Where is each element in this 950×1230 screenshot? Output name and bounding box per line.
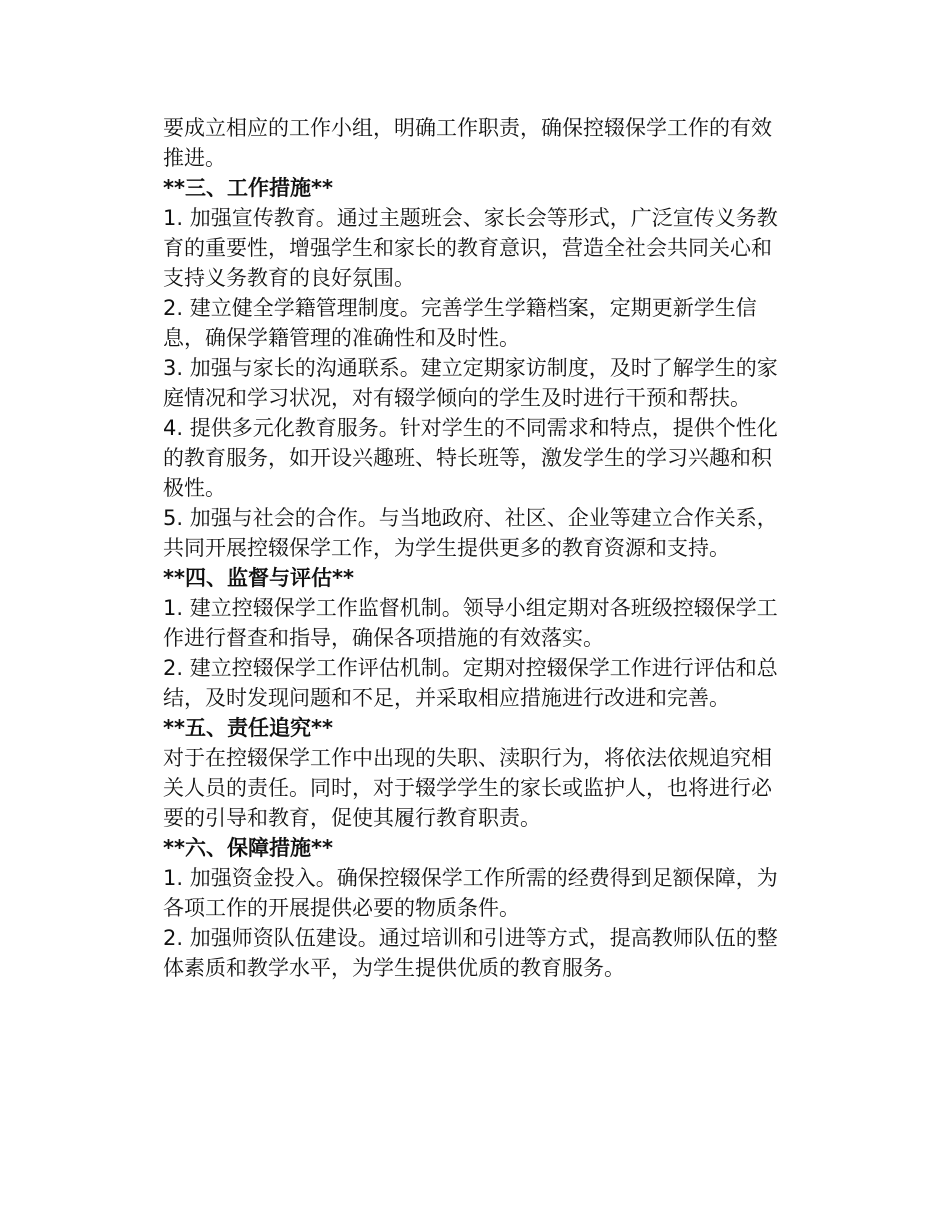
section-heading-accountability: **五、责任追究** bbox=[163, 716, 333, 740]
safeguard-item-2: 2. 加强师资队伍建设。通过培训和引进等方式，提高教师队伍的整体素质和教学水平，为学生提供优质的教育服务。 bbox=[163, 926, 778, 980]
measure-item-4: 4. 提供多元化教育服务。针对学生的不同需求和特点，提供个性化的教育服务，如开设兴趣班、特长班等，激发学生的学习兴趣和积极性。 bbox=[163, 416, 778, 500]
supervision-item-1: 1. 建立控辍保学工作监督机制。领导小组定期对各班级控辍保学工作进行督查和指导，确保各项措施的有效落实。 bbox=[163, 596, 778, 650]
safeguard-item-1: 1. 加强资金投入。确保控辍保学工作所需的经费得到足额保障，为各项工作的开展提供必要的物质条件。 bbox=[163, 866, 778, 920]
section-heading-safeguards: **六、保障措施** bbox=[163, 836, 333, 860]
section-heading-measures: **三、工作措施** bbox=[163, 176, 333, 200]
measure-item-2: 2. 建立健全学籍管理制度。完善学生学籍档案，定期更新学生信息，确保学籍管理的准确性和及时性。 bbox=[163, 296, 757, 350]
measure-item-3: 3. 加强与家长的沟通联系。建立定期家访制度，及时了解学生的家庭情况和学习状况，对有辍学倾向的学生及时进行干预和帮扶。 bbox=[163, 356, 778, 410]
measure-item-5: 5. 加强与社会的合作。与当地政府、社区、企业等建立合作关系，共同开展控辍保学工作，为学生提供更多的教育资源和支持。 bbox=[163, 506, 778, 560]
measure-item-1: 1. 加强宣传教育。通过主题班会、家长会等形式，广泛宣传义务教育的重要性，增强学生和家长的教育意识，营造全社会共同关心和支持义务教育的良好氛围。 bbox=[163, 206, 778, 290]
paragraph-intro: 要成立相应的工作小组，明确工作职责，确保控辍保学工作的有效推进。 bbox=[163, 116, 772, 170]
supervision-item-2: 2. 建立控辍保学工作评估机制。定期对控辍保学工作进行评估和总结，及时发现问题和不足，并采取相应措施进行改进和完善。 bbox=[163, 656, 778, 710]
document-body bbox=[163, 113, 788, 983]
accountability-paragraph: 对于在控辍保学工作中出现的失职、渎职行为，将依法依规追究相关人员的责任。同时，对于辍学学生的家长或监护人，也将进行必要的引导和教育，促使其履行教育职责。 bbox=[163, 746, 772, 830]
section-heading-supervision: **四、监督与评估** bbox=[163, 566, 354, 590]
